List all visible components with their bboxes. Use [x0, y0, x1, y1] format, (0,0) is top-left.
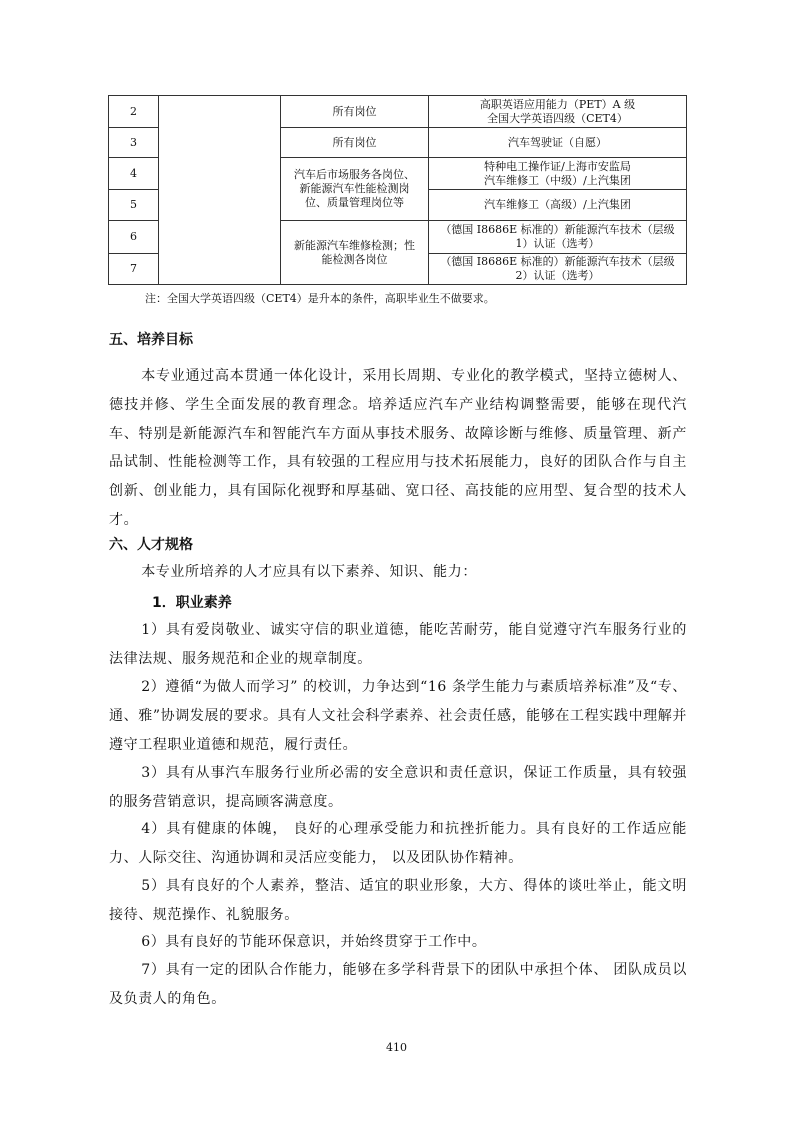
- list-item: 3）具有从事汽车服务行业所必需的安全意识和责任意识，保证工作质量，具有较强的服务营销意识，提高顾客满意度。: [109, 765, 687, 810]
- row-number: 4: [109, 158, 159, 190]
- post-cell: 所有岗位: [281, 128, 429, 158]
- list-item: 4）具有健康的体魄， 良好的心理承受能力和抗挫折能力。具有良好的工作适应能力、人际交往、沟通协调和灵活应变能力， 以及团队协作精神。: [109, 821, 687, 866]
- cert-cell: （德国 I8686E 标准的）新能源汽车技术（层级 2）认证（选考）: [429, 254, 687, 285]
- table-note: 注：全国大学英语四级（CET4）是升本的条件，高职毕业生不做要求。: [145, 292, 495, 305]
- row-number: 5: [109, 190, 159, 221]
- certificate-table: [108, 95, 687, 285]
- section-heading-training-goal: 五、培养目标: [109, 332, 193, 348]
- cert-cell: 汽车驾驶证（自愿）: [429, 128, 687, 158]
- list-item: 2）遵循“为做人而学习” 的校训，力争达到“16 条学生能力与素质培养标准”及“专、通、雅”协调发展的要求。具有人文社会科学素养、社会责任感，能够在工程实践中理解并遵守工程职业道德和规范，履行责任。: [109, 679, 687, 753]
- list-item: 6）具有良好的节能环保意识，并始终贯穿于工作中。: [141, 934, 487, 950]
- post-cell: 所有岗位: [281, 96, 429, 128]
- cert-cell: （德国 I8686E 标准的）新能源汽车技术（层级 1）认证（选考）: [429, 221, 687, 254]
- row-number: 2: [109, 96, 159, 128]
- talent-spec-intro: 本专业所培养的人才应具有以下素养、知识、能力：: [141, 564, 477, 580]
- subheading-professional-quality: 1．职业素养: [152, 595, 232, 611]
- table-row: [109, 96, 687, 128]
- list-item: 7）具有一定的团队合作能力，能够在多学科背景下的团队中承担个体、 团队成员以及负责人的角色。: [109, 962, 687, 1007]
- list-item: 5）具有良好的个人素养，整洁、适宜的职业形象，大方、得体的谈吐举止，能文明接待、规范操作、礼貌服务。: [109, 878, 687, 923]
- training-goal-paragraph: 本专业通过高本贯通一体化设计，采用长周期、专业化的教学模式，坚持立德树人、德技并修、学生全面发展的教育理念。培养适应汽车产业结构调整需要，能够在现代汽车、特别是新能源汽车和智能汽车方面从事技术服务、故障诊断与维修、质量管理、新产品试制、性能检测等工作，具有较强的工程应用与技术拓展能力，良好的团队合作与自主创新、创业能力，具有国际化视野和厚基础、宽口径、高技能的应用型、复合型的技术人才。: [109, 368, 687, 528]
- page-number: 410: [386, 1041, 407, 1054]
- section-heading-talent-spec: 六、人才规格: [109, 537, 193, 553]
- cert-cell: 特种电工操作证/上海市安监局 汽车维修工（中级）/上汽集团: [429, 158, 687, 190]
- empty-merged-cell: [159, 96, 281, 285]
- post-group-cell: 汽车后市场服务各岗位、 新能源汽车性能检测岗 位、质量管理岗位等: [281, 158, 429, 221]
- row-number: 7: [109, 254, 159, 285]
- list-item: 1）具有爱岗敬业、诚实守信的职业道德，能吃苦耐劳，能自觉遵守汽车服务行业的法律法规、服务规范和企业的规章制度。: [109, 622, 687, 667]
- cert-cell: 汽车维修工（高级）/上汽集团: [429, 190, 687, 221]
- post-group-cell: 新能源汽车维修检测；性 能检测各岗位: [281, 221, 429, 285]
- row-number: 3: [109, 128, 159, 158]
- cert-cell: 高职英语应用能力（PET）A 级 全国大学英语四级（CET4）: [429, 96, 687, 128]
- row-number: 6: [109, 221, 159, 254]
